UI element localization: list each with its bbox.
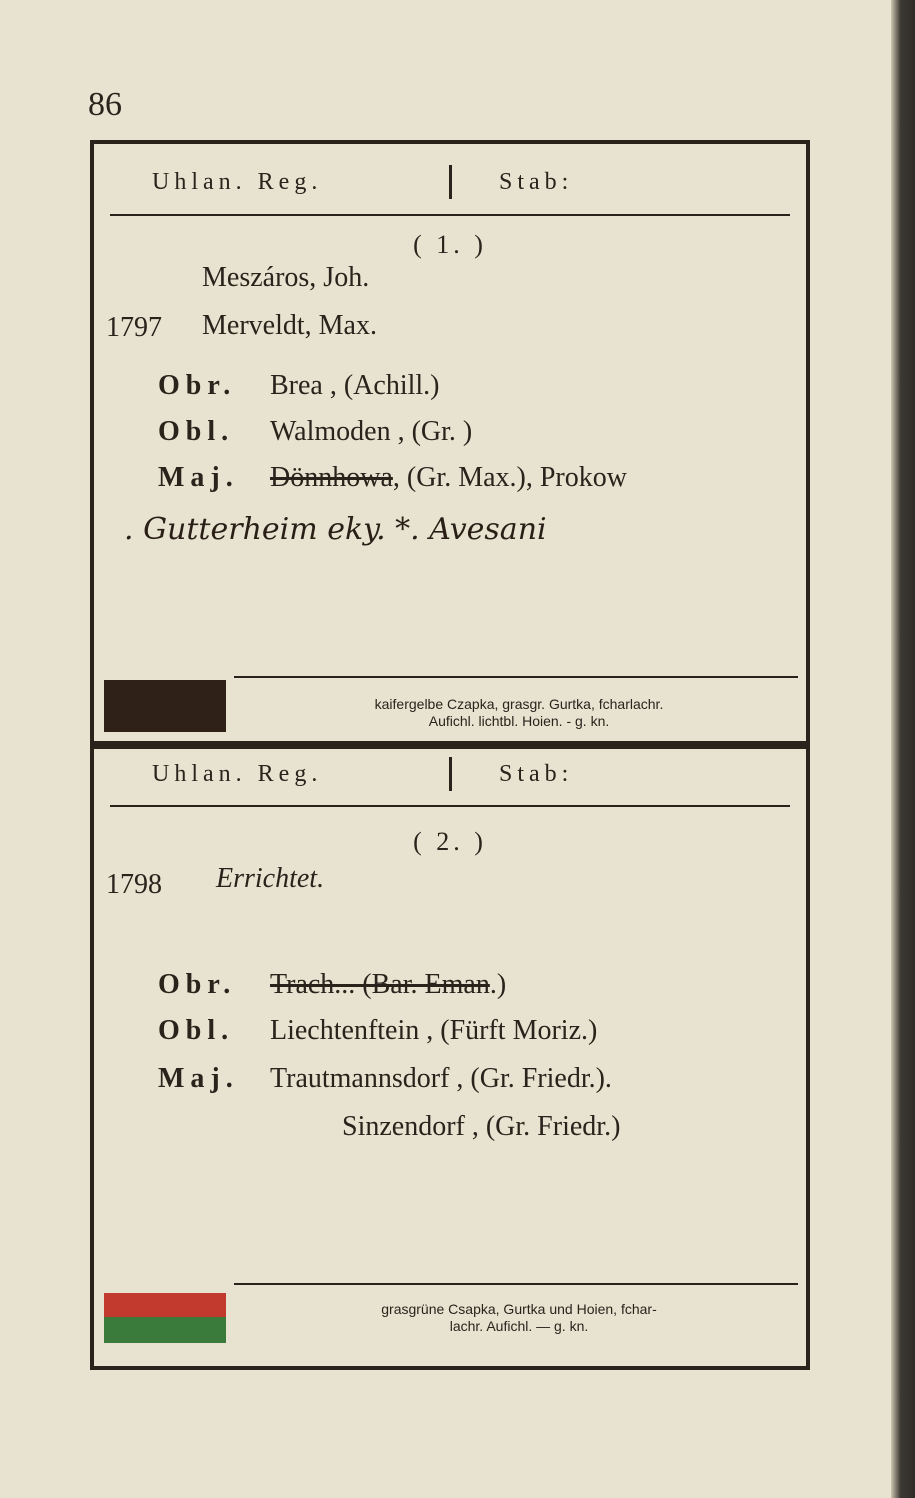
staff-row [158,370,440,402]
regiment-box-2 [90,745,810,1370]
header-right: Stab: [499,761,574,787]
staff-row [158,462,627,494]
officer-name: Walmoden , (Gr. ) [270,416,473,447]
header-left: Uhlan. Reg. [152,761,323,787]
header-divider [449,757,452,791]
rank-label: Obl. [158,416,235,447]
regiment-number: ( 2. ) [413,827,487,856]
rank-label: Obr. [158,969,237,1000]
caption-line: Aufichl. lichtbl. Hoien. - g. kn. [428,713,610,729]
owner-line: Meszáros, Joh. [202,262,370,293]
staff-row [158,416,472,448]
header-right: Stab: [499,169,574,195]
regiment-number: ( 1. ) [413,230,487,259]
officer-name: Liechtenftein , (Fürft Moriz.) [270,1015,598,1046]
page-number: 86 [88,86,122,123]
header-left: Uhlan. Reg. [152,169,323,195]
caption-line: lachr. Aufichl. — g. kn. [449,1318,589,1334]
staff-row [158,1015,597,1047]
header-divider [449,165,452,199]
officer-name: Sinzendorf , (Gr. Friedr.) [342,1111,621,1142]
color-swatch [104,680,226,732]
caption-line: kaifergelbe Czapka, grasgr. Gurtka, fcharlachr. [374,696,664,712]
staff-row [158,969,506,1001]
header-rule [110,214,790,216]
staff-row [158,1063,612,1095]
officer-name: .) [489,969,507,1000]
regiment-box-1 [90,140,810,745]
rank-label: Maj. [158,1063,239,1094]
caption-rule [234,676,798,678]
rank-label: Obr. [158,370,237,401]
event-text: Errichtet. [216,863,325,894]
uniform-caption [244,1301,794,1335]
header-rule [110,805,790,807]
rank-label: Maj. [158,462,239,493]
uniform-caption [244,696,794,730]
officer-name: Brea , (Achill.) [270,370,440,401]
caption-rule [234,1283,798,1285]
owner-line: Merveldt, Max. [202,310,377,341]
officer-name: Trautmannsdorf , (Gr. Friedr.). [270,1063,612,1094]
rank-label: Obl. [158,1015,235,1046]
struck-name: Dönnhowa [270,462,393,493]
color-swatch [104,1317,226,1343]
officer-name: , (Gr. Max.), Prokow [392,462,627,493]
caption-line: grasgrüne Csapka, Gurtka und Hoien, fchar- [381,1301,657,1317]
color-swatch [104,1293,226,1317]
year: 1798 [106,869,162,900]
page-edge [891,0,915,1498]
struck-name: Trach... (Bar. Eman [270,969,490,1000]
year: 1797 [106,312,162,343]
handwritten-note: . Gutterheim eky. *. Avesani [124,512,547,547]
